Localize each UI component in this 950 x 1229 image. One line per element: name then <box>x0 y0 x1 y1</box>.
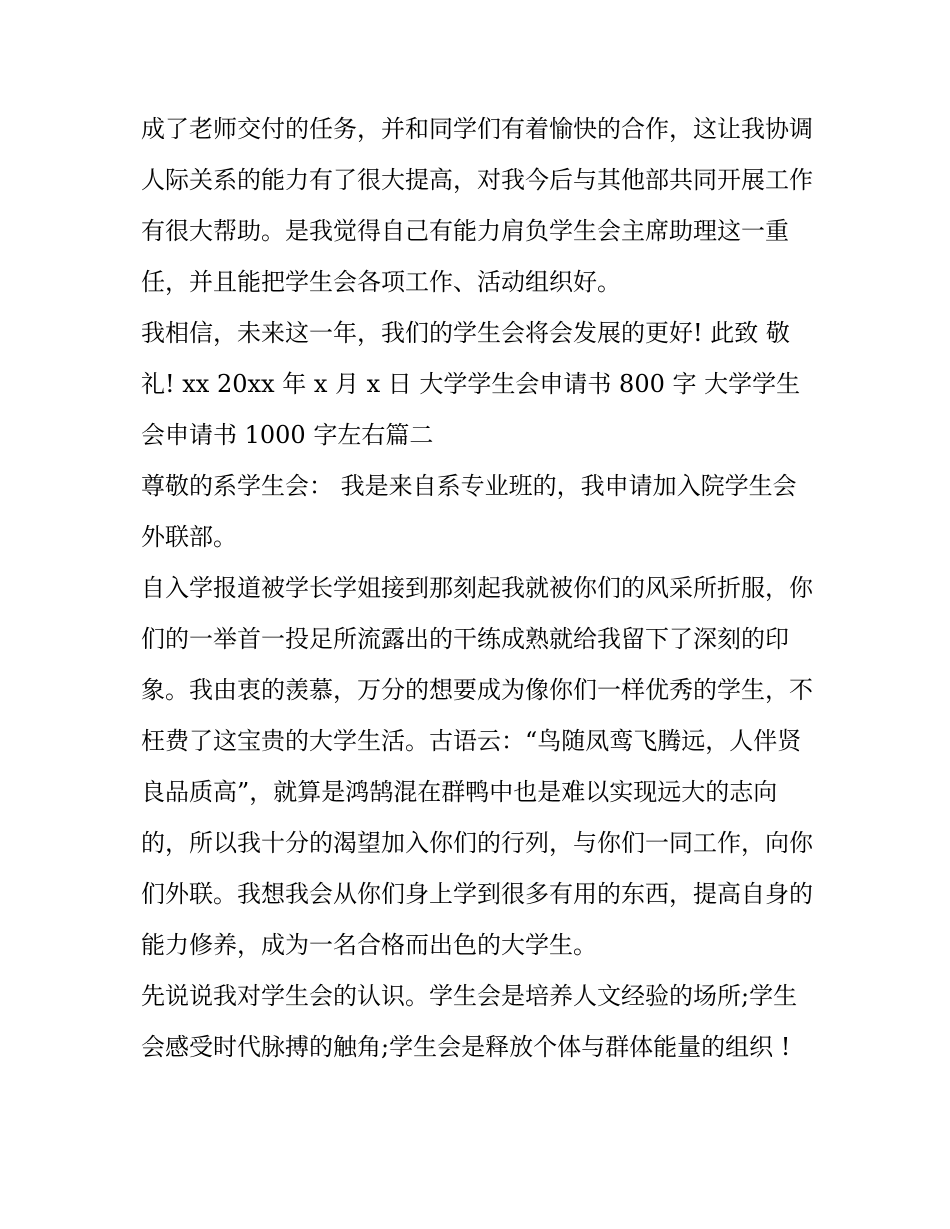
document-body <box>141 104 813 1073</box>
paragraph: 自入学报道被学长学姐接到那刻起我就被你们的风采所折服，你们的一举首一投足所流露出的干练成熟就给我留下了深刻的印象。我由衷的羡慕，万分的想要成为像你们一样优秀的学生，不枉费了这宝贵的大学生活。古语云：“鸟随凤鸾飞腾远，人伴贤良品质高”，就算是鸿鹄混在群鸭中也是难以实现远大的志向的，所以我十分的渴望加入你们的行列，与你们一同工作，向你们外联。我想我会从你们身上学到很多有用的东西，提高自身的能力修养，成为一名合格而出色的大学生。 <box>141 574 813 959</box>
paragraph: 成了老师交付的任务，并和同学们有着愉快的合作，这让我协调人际关系的能力有了很大提高，对我今后与其他部共同开展工作有很大帮助。是我觉得自己有能力肩负学生会主席助理这一重任，并且能把学生会各项工作、活动组织好。 <box>141 115 813 296</box>
paragraph: 尊敬的系学生会： 我是来自系专业班的，我申请加入院学生会外联部。 <box>141 472 797 551</box>
paragraph: 我相信，未来这一年，我们的学生会将会发展的更好! 此致 敬礼! xx 20xx 年 x 月 x 日 大学学生会申请书 800 字 大学学生会申请书 1000 字左右篇二 <box>141 319 801 449</box>
paragraph: 先说说我对学生会的认识。学生会是培养人文经验的场所;学生会感受时代脉搏的触角;学生会是释放个体与群体能量的组织 ! <box>141 982 798 1061</box>
